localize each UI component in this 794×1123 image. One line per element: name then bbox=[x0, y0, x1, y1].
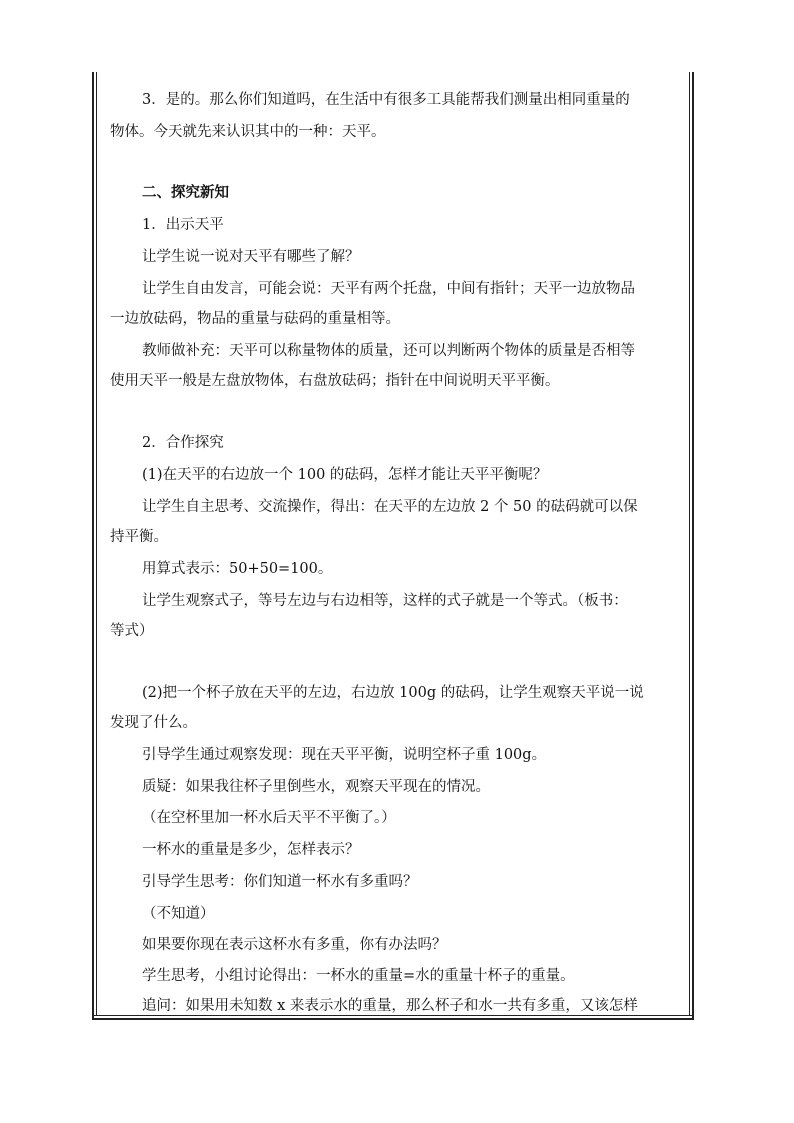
text-line-23: 引导学生思考：你们知道一杯水有多重吗？ bbox=[142, 874, 418, 890]
text-line-5: 让学生说一说对天平有哪些了解？ bbox=[142, 249, 360, 265]
text-line-2: 物体。今天就先来认识其中的一种：天平。 bbox=[110, 124, 386, 140]
text-line-9: 使用天平一般是左盘放物体，右盘放砝码；指针在中间说明天平平衡。 bbox=[110, 373, 560, 389]
text-line-13: 持平衡。 bbox=[110, 529, 168, 545]
text-line-22: 一杯水的重量是多少，怎样表示？ bbox=[142, 842, 360, 858]
text-line-1: 3．是的。那么你们知道吗，在生活中有很多工具能帮我们测量出相同重量的 bbox=[142, 92, 630, 108]
text-line-12: 让学生自主思考、交流操作，得出：在天平的左边放 2 个 50 的砝码就可以保 bbox=[142, 499, 638, 515]
text-line-14: 用算式表示：50+50=100。 bbox=[142, 561, 333, 577]
section-heading-explore: 二、探究新知 bbox=[142, 184, 229, 201]
text-line-26: 学生思考，小组讨论得出：一杯水的重量=水的重量十杯子的重量。 bbox=[142, 968, 575, 984]
text-line-19: 引导学生通过观察发现：现在天平平衡，说明空杯子重 100g。 bbox=[142, 747, 547, 763]
text-line-6: 让学生自由发言，可能会说：天平有两个托盘，中间有指针；天平一边放物品 bbox=[142, 281, 635, 297]
text-line-24: （不知道） bbox=[142, 906, 215, 922]
text-line-25: 如果要你现在表示这杯水有多重，你有办法吗？ bbox=[142, 937, 447, 953]
text-line-17: (2)把一个杯子放在天平的左边，右边放 100g 的砝码，让学生观察天平说一说 bbox=[142, 685, 644, 701]
text-line-21: （在空杯里加一杯水后天平不平衡了。） bbox=[142, 810, 396, 826]
text-line-11: (1)在天平的右边放一个 100 的砝码，怎样才能让天平平衡呢？ bbox=[142, 467, 548, 483]
text-line-15: 让学生观察式子，等号左边与右边相等，这样的式子就是一个等式。（板书： bbox=[142, 593, 628, 609]
subheading-cooperative-inquiry: 2．合作探究 bbox=[142, 435, 224, 451]
text-line-16: 等式） bbox=[110, 623, 154, 639]
text-line-8: 教师做补充：天平可以称量物体的质量，还可以判断两个物体的质量是否相等 bbox=[142, 343, 635, 359]
text-line-20: 质疑：如果我往杯子里倒些水，观察天平现在的情况。 bbox=[142, 779, 490, 795]
text-line-18: 发现了什么。 bbox=[110, 715, 197, 731]
text-line-27: 追问：如果用未知数 x 来表示水的重量，那么杯子和水一共有多重，又该怎样 bbox=[142, 998, 638, 1014]
text-line-7: 一边放砝码，物品的重量与砝码的重量相等。 bbox=[110, 311, 400, 327]
subheading-show-balance: 1．出示天平 bbox=[142, 217, 224, 233]
